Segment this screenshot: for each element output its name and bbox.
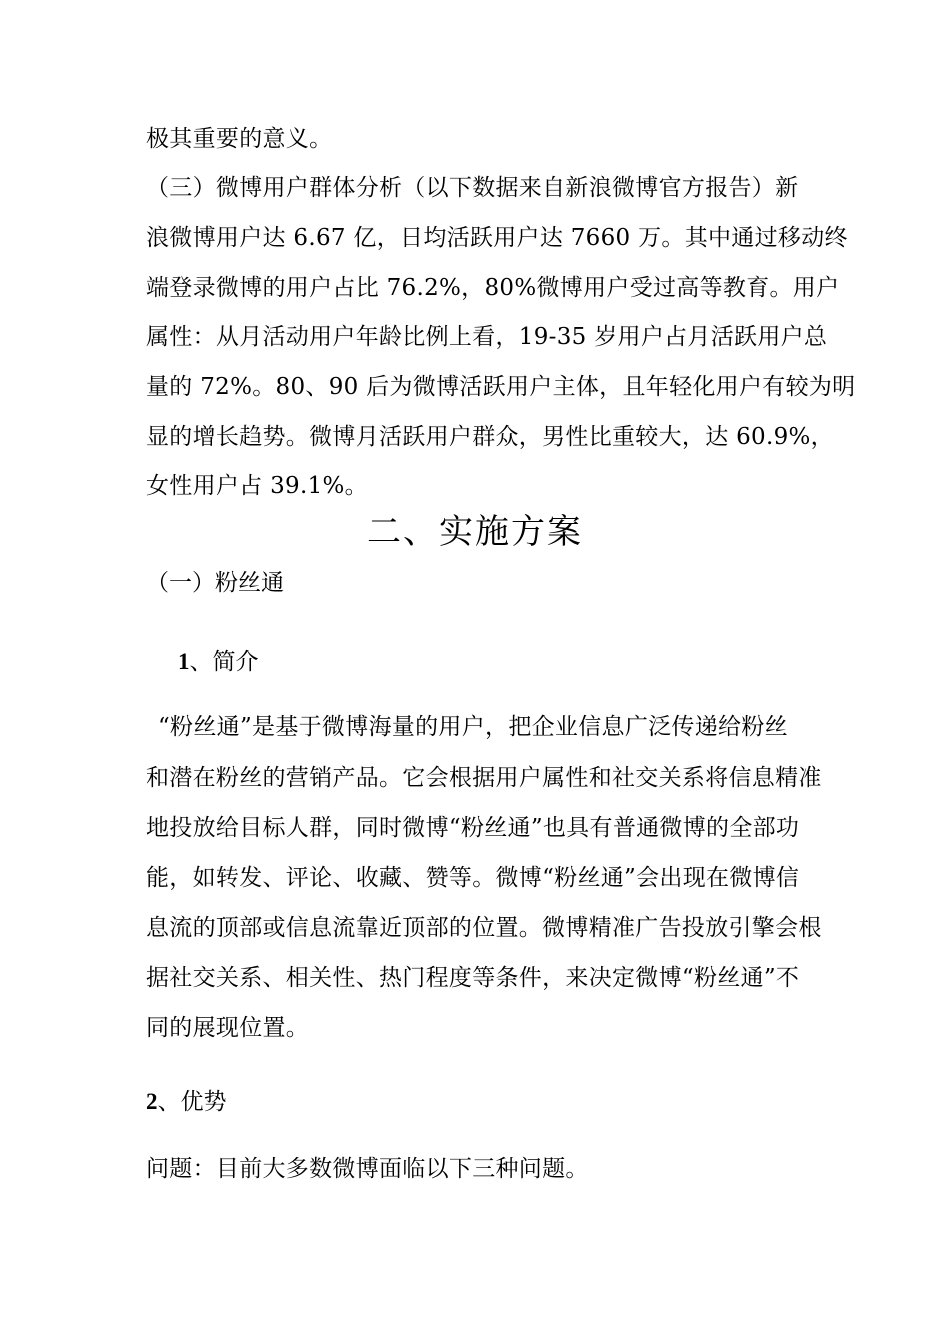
item-heading-advantages [146, 1087, 227, 1117]
paragraph-line: 息流的顶部或信息流靠近顶部的位置。微博精准广告投放引擎会根 [146, 915, 822, 941]
paragraph-line: 显的增长趋势。微博月活跃用户群众，男性比重较大，达 60.9%， [146, 424, 834, 450]
paragraph-line: “粉丝通”是基于微博海量的用户，把企业信息广泛传递给粉丝 [158, 714, 788, 740]
paragraph-line: 女性用户占 39.1%。 [146, 473, 368, 499]
paragraph-line: 量的 72%。80、90 后为微博活跃用户主体，且年轻化用户有较为明 [146, 374, 856, 400]
item-label: 、简介 [189, 649, 259, 675]
subsection-title: （一）粉丝通 [146, 570, 284, 596]
item-number: 1 [178, 649, 190, 674]
paragraph-line: （三）微博用户群体分析（以下数据来自新浪微博官方报告）新 [146, 175, 799, 201]
paragraph-line: 属性：从月活动用户年龄比例上看，19-35 岁用户占月活跃用户总 [146, 324, 828, 350]
paragraph-line: 和潜在粉丝的营销产品。它会根据用户属性和社交关系将信息精准 [146, 765, 822, 791]
chapter-title: 二、实施方案 [367, 512, 583, 552]
item-label: 、优势 [157, 1089, 227, 1115]
intro-paragraph-end: 极其重要的意义。 [146, 126, 333, 152]
paragraph-line: 地投放给目标人群，同时微博“粉丝通”也具有普通微博的全部功 [146, 815, 800, 841]
paragraph-line: 据社交关系、相关性、热门程度等条件，来决定微博“粉丝通”不 [146, 965, 800, 991]
paragraph-line: 同的展现位置。 [146, 1015, 310, 1041]
paragraph-line: 浪微博用户达 6.67 亿，日均活跃用户达 7660 万。其中通过移动终 [146, 225, 848, 251]
paragraph-line: 端登录微博的用户占比 76.2%，80%微博用户受过高等教育。用户 [146, 275, 840, 301]
item-number: 2 [146, 1089, 158, 1114]
advantages-paragraph: 问题：目前大多数微博面临以下三种问题。 [146, 1156, 589, 1182]
item-heading-intro [178, 647, 259, 677]
paragraph-line: 能，如转发、评论、收藏、赞等。微博“粉丝通”会出现在微博信 [146, 865, 800, 891]
